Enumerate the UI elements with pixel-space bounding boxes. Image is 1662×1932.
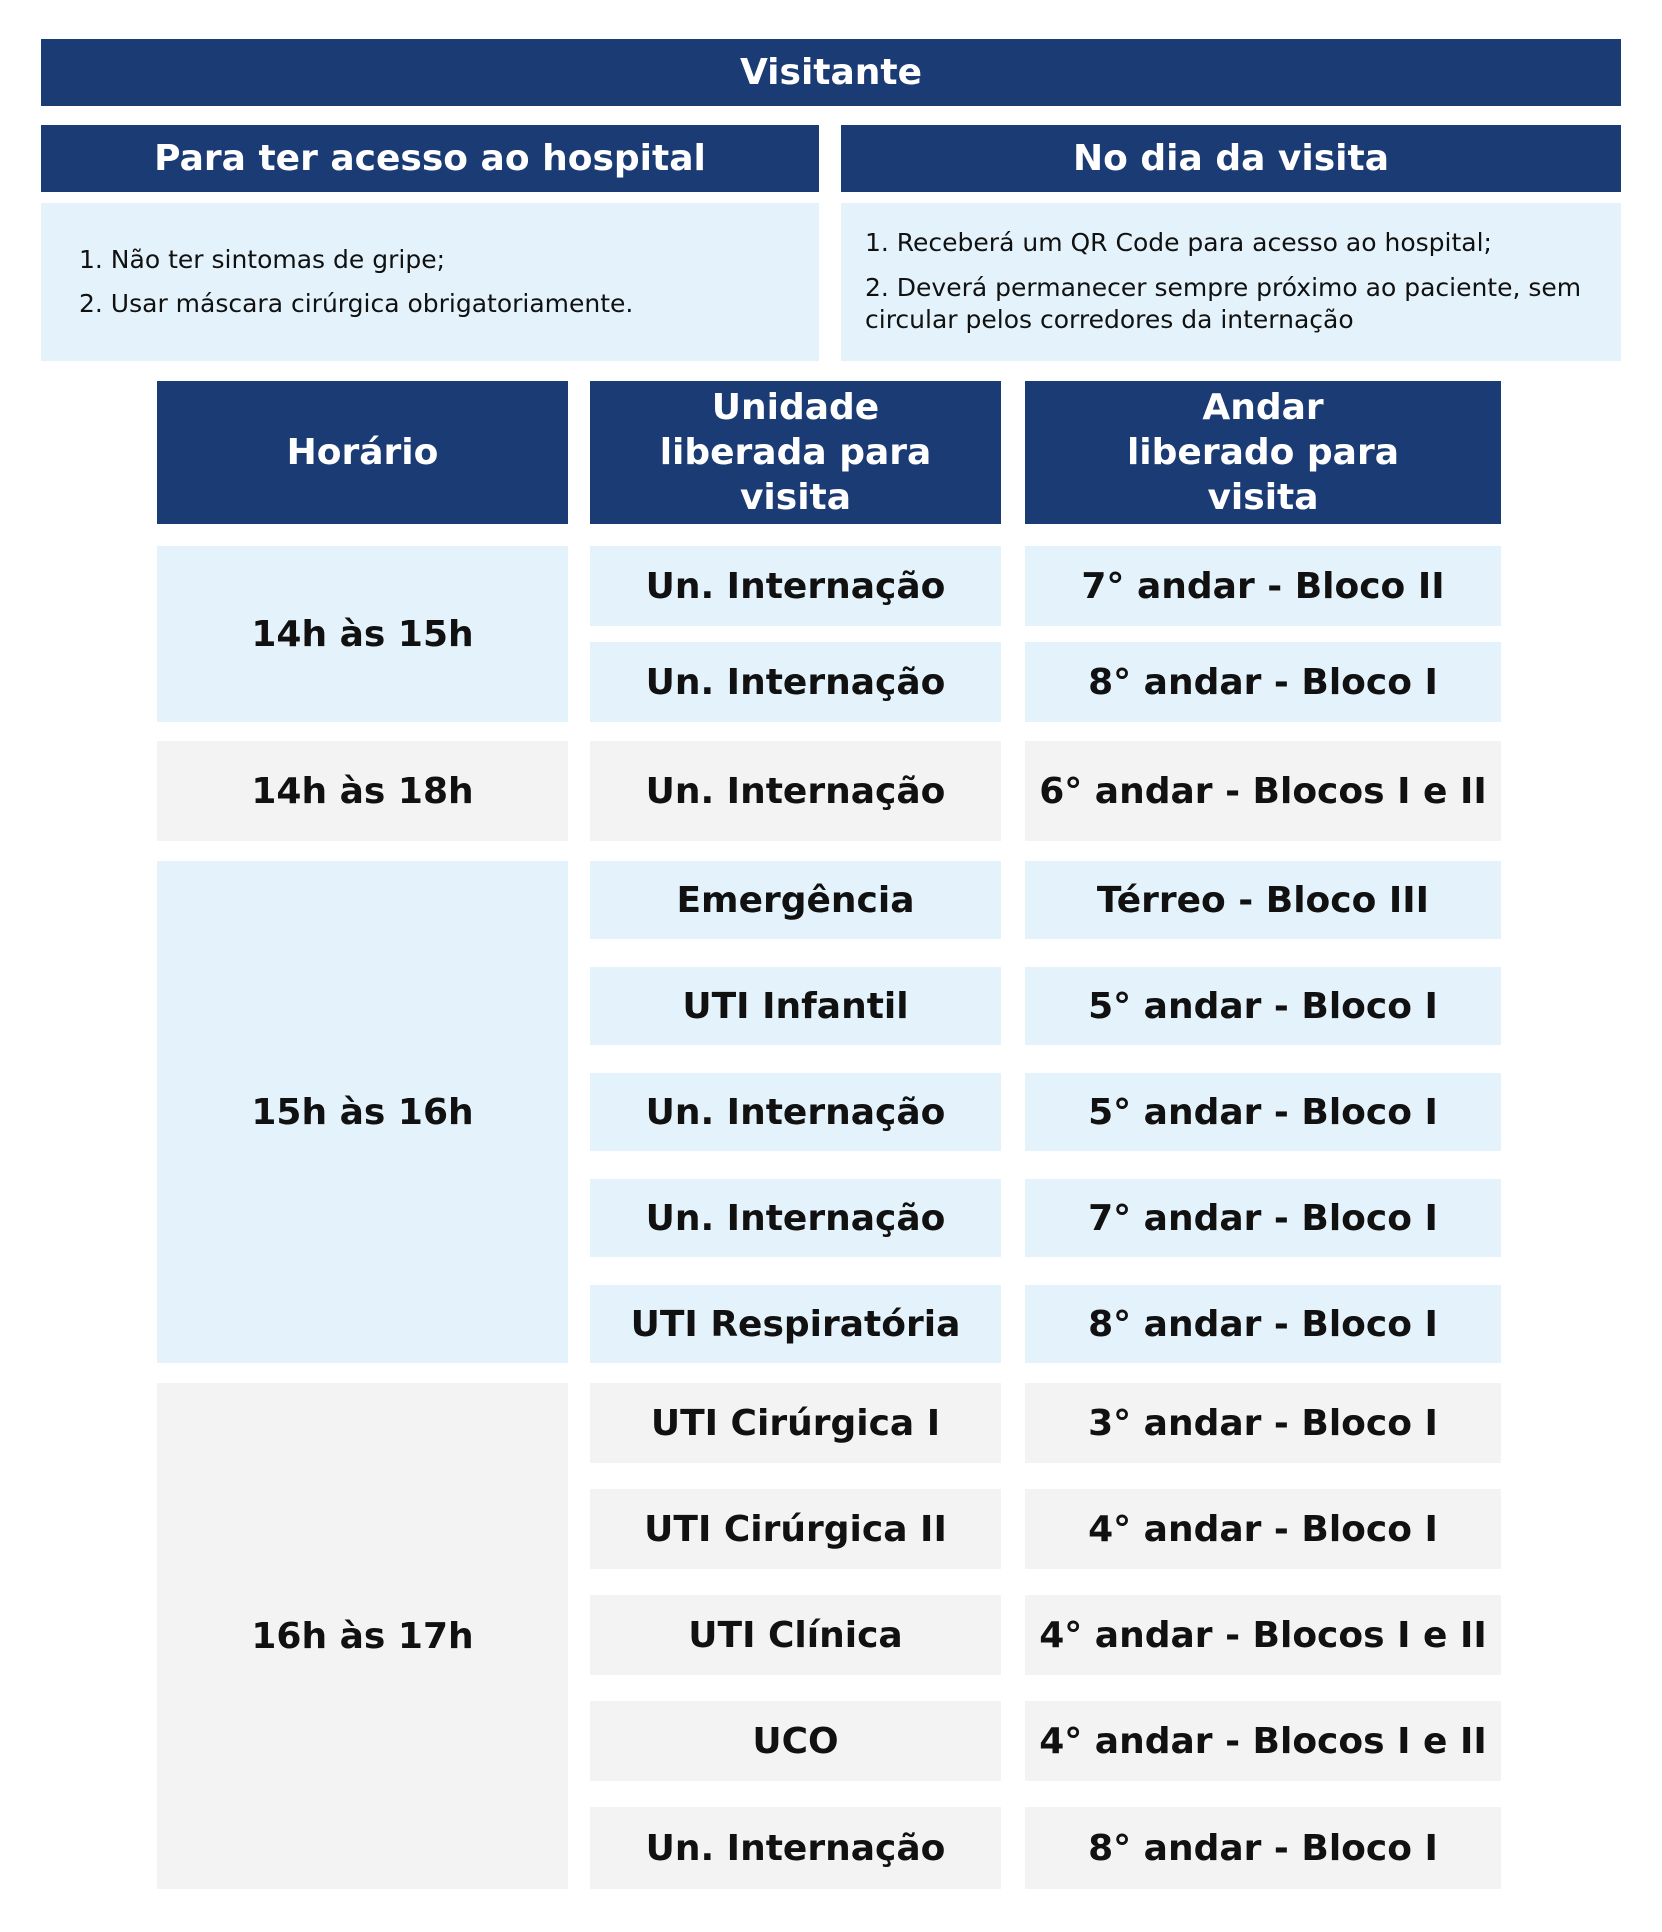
floor-cell: 7° andar - Bloco II xyxy=(1025,546,1501,626)
floor-cell: 8° andar - Bloco I xyxy=(1025,642,1501,722)
list-item: 2. Usar máscara cirúrgica obrigatoriamente. xyxy=(79,289,634,318)
unit-cell: Un. Internação xyxy=(590,741,1001,841)
time-cell: 15h às 16h xyxy=(157,861,568,1363)
unit-cell: UTI Cirúrgica I xyxy=(590,1383,1001,1463)
column-header-floor-label: Andar liberado para visita xyxy=(1126,387,1400,518)
unit-cell: Un. Internação xyxy=(590,642,1001,722)
section-heading-visit-day: No dia da visita xyxy=(841,125,1621,192)
time-cell: 14h às 18h xyxy=(157,741,568,841)
floor-cell: 6° andar - Blocos I e II xyxy=(1025,741,1501,841)
section-body-access xyxy=(41,203,819,361)
floor-cell: 5° andar - Bloco I xyxy=(1025,967,1501,1045)
unit-cell: UTI Cirúrgica II xyxy=(590,1489,1001,1569)
unit-cell: Un. Internação xyxy=(590,1179,1001,1257)
floor-cell: 8° andar - Bloco I xyxy=(1025,1807,1501,1889)
unit-cell: UCO xyxy=(590,1701,1001,1781)
time-cell: 14h às 15h xyxy=(157,546,568,722)
floor-cell: 5° andar - Bloco I xyxy=(1025,1073,1501,1151)
unit-cell: Emergência xyxy=(590,861,1001,939)
floor-cell: 3° andar - Bloco I xyxy=(1025,1383,1501,1463)
floor-cell: 7° andar - Bloco I xyxy=(1025,1179,1501,1257)
floor-cell: Térreo - Bloco III xyxy=(1025,861,1501,939)
list-item: 2. Deverá permanecer sempre próximo ao paciente, sem circular pelos corredores da internação xyxy=(865,272,1582,335)
time-cell: 16h às 17h xyxy=(157,1383,568,1889)
floor-cell: 4° andar - Blocos I e II xyxy=(1025,1595,1501,1675)
section-body-visit-day xyxy=(841,203,1621,361)
floor-cell: 4° andar - Bloco I xyxy=(1025,1489,1501,1569)
page-title: Visitante xyxy=(41,39,1621,106)
floor-cell: 8° andar - Bloco I xyxy=(1025,1285,1501,1363)
list-item: 1. Receberá um QR Code para acesso ao hospital; xyxy=(865,228,1492,258)
column-header-unit-label: Unidade liberada para visita xyxy=(659,387,932,518)
list-item: 1. Não ter sintomas de gripe; xyxy=(79,244,445,274)
unit-cell: UTI Respiratória xyxy=(590,1285,1001,1363)
unit-cell: Un. Internação xyxy=(590,546,1001,626)
section-heading-access: Para ter acesso ao hospital xyxy=(41,125,819,192)
unit-cell: UTI Clínica xyxy=(590,1595,1001,1675)
column-header-unit xyxy=(590,381,1001,524)
unit-cell: Un. Internação xyxy=(590,1073,1001,1151)
floor-cell: 4° andar - Blocos I e II xyxy=(1025,1701,1501,1781)
column-header-time: Horário xyxy=(157,381,568,524)
unit-cell: Un. Internação xyxy=(590,1807,1001,1889)
unit-cell: UTI Infantil xyxy=(590,967,1001,1045)
column-header-floor xyxy=(1025,381,1501,524)
